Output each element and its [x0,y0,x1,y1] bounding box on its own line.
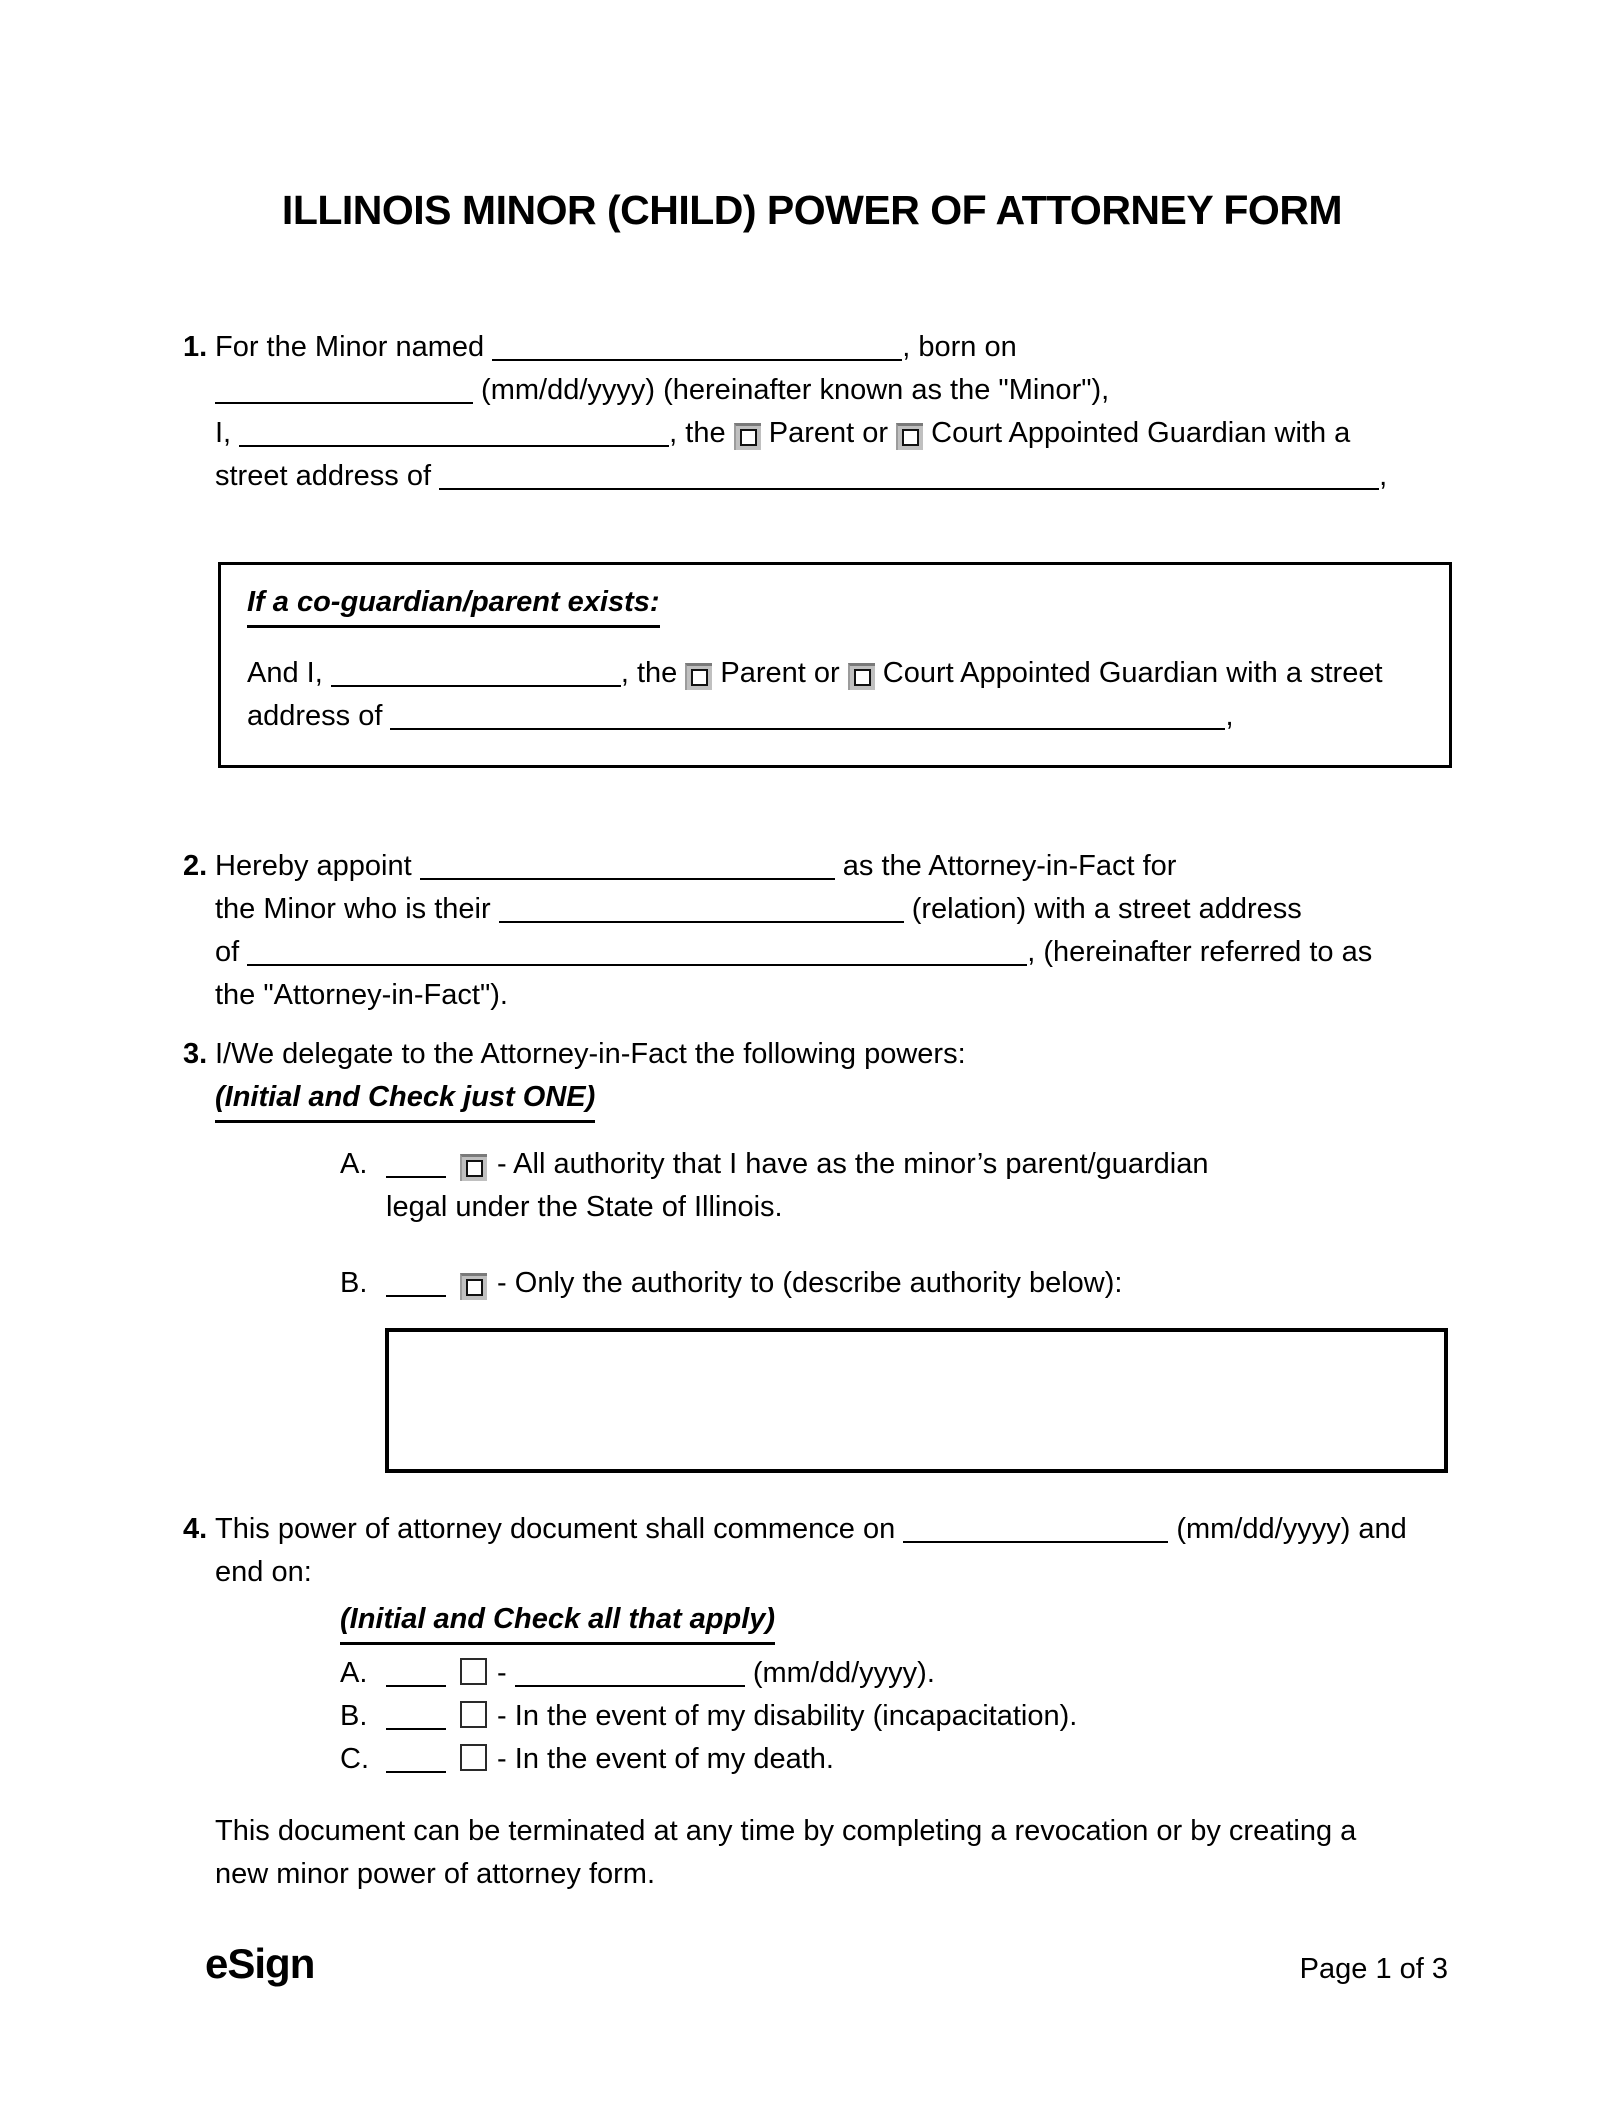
text-fragment: I, [215,417,240,449]
section-2-number: 2. [183,850,208,882]
section-3-note: (Initial and Check just ONE) [215,1076,595,1123]
termination-line-1: This document can be terminated at any time by completing a revocation or by creating a [215,1815,1357,1847]
principal-name-field[interactable] [239,417,669,447]
option-a-checkbox[interactable] [460,1154,487,1181]
termination-line-2: new minor power of attorney form. [215,1858,656,1890]
end-option-a-label: A. [340,1657,368,1689]
text-fragment: - In the event of my disability (incapacitation). [489,1700,1078,1732]
coguardian-heading: If a co-guardian/parent exists: [247,581,660,628]
option-b-label: B. [340,1267,368,1299]
section-4-note: (Initial and Check all that apply) [340,1598,775,1645]
text-fragment: of [215,936,248,968]
option-b-checkbox[interactable] [460,1273,487,1300]
section-1-line-3 [215,412,1473,455]
coguardian-parent-checkbox[interactable] [685,663,712,690]
end-option-c-row [340,1738,1077,1781]
text-fragment: (mm/dd/yyyy). [744,1657,935,1689]
coguardian-address-field[interactable] [390,700,1225,730]
text-fragment: Hereby appoint [215,850,420,882]
parent-checkbox[interactable] [734,423,761,450]
end-option-b-checkbox[interactable] [460,1701,487,1728]
section-2-line-2 [215,888,1473,931]
text-fragment: , born on [902,331,1017,363]
text-fragment: - All authority that I have as the minor’s parent/guardian [489,1148,1209,1180]
section-3 [183,1033,1473,1123]
text-fragment: (relation) with a street address [903,893,1302,925]
end-option-b-initials-field[interactable] [386,1700,446,1730]
text-fragment: And I, [247,657,331,689]
text-fragment: For the Minor named [215,331,493,363]
text-fragment: , [1225,700,1234,732]
section-1-body [215,326,1473,498]
section-1-line-1 [215,326,1473,369]
section-4-note-row [340,1598,775,1645]
text-fragment: Parent or [760,417,897,449]
esign-logo: eSign [205,1940,315,1987]
text-fragment: the Minor who is their [215,893,499,925]
section-4-body [215,1508,1473,1594]
end-date-field[interactable] [515,1657,745,1687]
section-1 [183,326,1473,498]
commence-date-field[interactable] [903,1513,1168,1543]
section-1-line-2 [215,369,1473,412]
text-fragment: , the [669,417,734,449]
option-a-initials-field[interactable] [386,1148,446,1178]
court-appointed-guardian-checkbox[interactable] [896,423,923,450]
text-fragment: Court Appointed Guardian with a [923,417,1351,449]
section-4-line-2: end on: [215,1556,312,1588]
section-2 [183,845,1473,1017]
end-option-c-label: C. [340,1743,369,1775]
coguardian-court-appointed-checkbox[interactable] [848,663,875,690]
section-4 [183,1508,1473,1594]
power-option-a-row [340,1143,1209,1186]
text-fragment: street address of [215,460,440,492]
text-fragment: - In the event of my death. [489,1743,834,1775]
text-fragment: , [1379,460,1388,492]
text-fragment: , the [620,657,686,689]
end-options [340,1652,1077,1781]
end-option-c-initials-field[interactable] [386,1743,446,1773]
principal-address-field[interactable] [439,460,1379,490]
end-option-c-checkbox[interactable] [460,1744,487,1771]
section-3-intro: I/We delegate to the Attorney-in-Fact the following powers: [215,1038,966,1070]
section-3-body [215,1033,1473,1123]
end-option-a-checkbox[interactable] [460,1658,487,1685]
text-fragment: (mm/dd/yyyy) and [1168,1513,1407,1545]
termination-paragraph [215,1810,1475,1896]
text-fragment: - Only the authority to (describe authority below): [489,1267,1123,1299]
coguardian-line-1 [247,652,1449,695]
authority-description-box[interactable] [385,1328,1448,1473]
text-fragment: , (hereinafter referred to as [1027,936,1373,968]
section-1-number: 1. [183,331,208,363]
end-option-b-row [340,1695,1077,1738]
attorney-in-fact-name-field[interactable] [420,850,835,880]
text-fragment: address of [247,700,391,732]
section-2-line-3 [215,931,1473,974]
section-2-line-1 [215,845,1473,888]
attorney-in-fact-address-field[interactable] [247,936,1027,966]
relation-field[interactable] [499,893,904,923]
coguardian-line-2 [247,695,1449,738]
section-4-number: 4. [183,1513,208,1545]
power-option-a-continuation: legal under the State of Illinois. [386,1191,783,1223]
section-1-line-4 [215,455,1473,498]
coguardian-name-field[interactable] [331,657,621,687]
text-fragment: as the Attorney-in-Fact for [834,850,1177,882]
end-option-a-initials-field[interactable] [386,1657,446,1687]
power-option-b-row [340,1262,1122,1305]
option-a-label: A. [340,1148,368,1180]
end-option-a-row [340,1652,1077,1695]
power-option-b [340,1262,1122,1305]
page-title: ILLINOIS MINOR (CHILD) POWER OF ATTORNEY FORM [281,187,1343,233]
text-fragment: - [489,1657,515,1689]
option-b-initials-field[interactable] [386,1267,446,1297]
section-2-body [215,845,1473,1017]
section-4-line-1 [215,1508,1473,1551]
text-fragment: Court Appointed Guardian with a street [874,657,1383,689]
section-2-line-4: the "Attorney-in-Fact"). [215,979,508,1011]
text-fragment: Parent or [712,657,848,689]
text-fragment: (mm/dd/yyyy) (hereinafter known as the "Minor"), [473,374,1110,406]
coguardian-section-box [218,562,1452,768]
minor-dob-field[interactable] [215,374,473,404]
power-option-a [340,1143,1209,1229]
end-option-b-label: B. [340,1700,368,1732]
minor-name-field[interactable] [492,331,902,361]
page-number-label: Page 1 of 3 [1299,1953,1448,1985]
section-3-number: 3. [183,1038,208,1070]
text-fragment: This power of attorney document shall commence on [215,1513,904,1545]
